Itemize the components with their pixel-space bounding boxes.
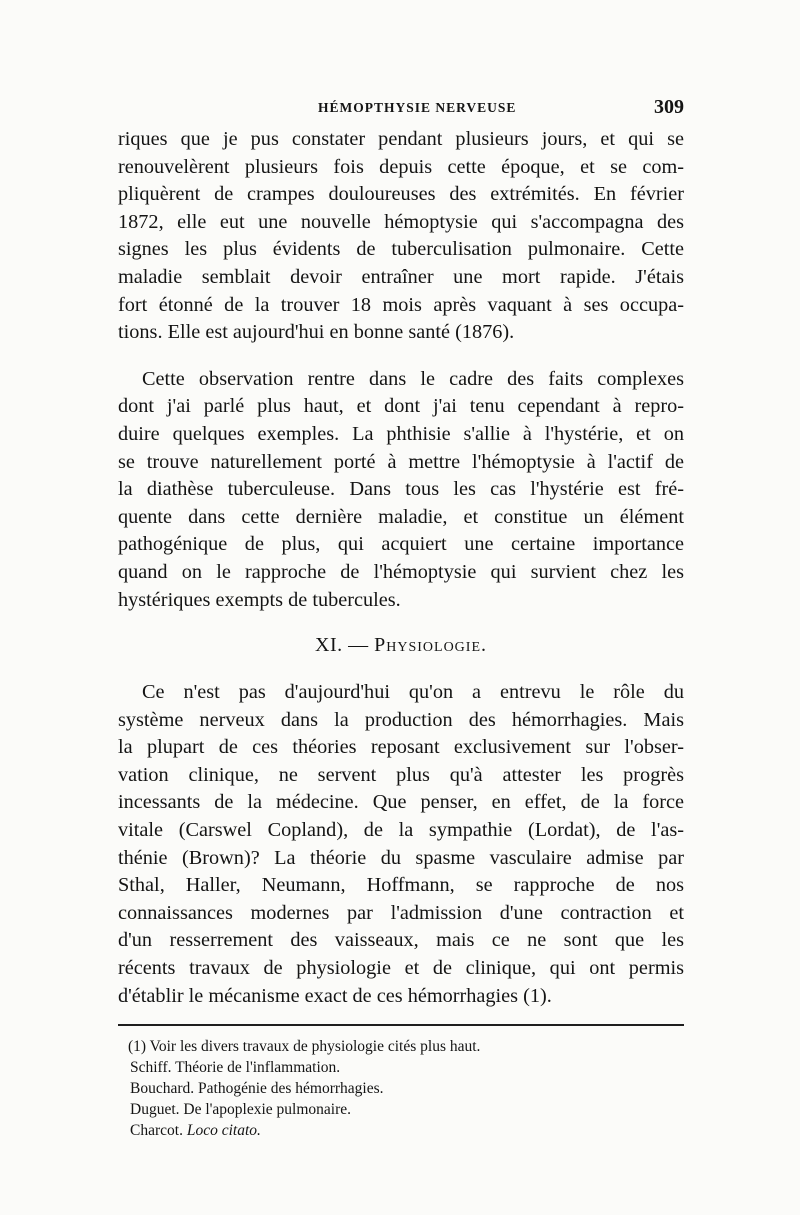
text-line: quente dans cette dernière maladie, et constitue un élément — [118, 505, 684, 528]
paragraph-physiology — [118, 679, 684, 1010]
text-line: vitale (Carswel Copland), de la sympathie (Lordat), de l'as- — [118, 819, 684, 842]
page-number: 309 — [654, 96, 684, 118]
running-title: HÉMOPTHYSIE NERVEUSE — [318, 100, 517, 115]
text-line: d'établir le mécanisme exact de ces hémorrhagies (1). — [118, 984, 552, 1007]
text-line: Sthal, Haller, Neumann, Hoffmann, se rapproche de nos — [118, 874, 684, 897]
text-line: vation clinique, ne servent plus qu'à attester les progrès — [118, 763, 684, 786]
footnote-line: (1) Voir les divers travaux de physiologie cités plus haut. — [128, 1038, 481, 1056]
text-line: duire quelques exemples. La phthisie s'allie à l'hystérie, et on — [118, 422, 684, 445]
text-line: fort étonné de la trouver 18 mois après vaquant à ses occupa- — [118, 293, 684, 316]
text-line: riques que je pus constater pendant plusieurs jours, et qui se — [118, 128, 684, 150]
footnote-divider — [118, 1024, 684, 1026]
section-title: Physiologie. — [374, 634, 487, 657]
text-line: récents travaux de physiologie et de clinique, qui ont permis — [118, 957, 684, 980]
footnote-line: Schiff. Théorie de l'inflammation. — [130, 1059, 341, 1077]
footnote-citation: Loco citato. — [186, 1122, 261, 1140]
section-heading — [118, 634, 684, 657]
text-line: Ce n'est pas d'aujourd'hui qu'on a entrevu le rôle du — [142, 681, 684, 704]
text-line: quand on le rapproche de l'hémoptysie qui survient chez les — [118, 560, 684, 583]
section-number: XI. — — [315, 634, 369, 657]
text-line: Cette observation rentre dans le cadre des faits complexes — [142, 367, 684, 390]
footnote-author: Charcot. — [130, 1122, 183, 1140]
text-line: hystériques exempts de tubercules. — [118, 588, 401, 611]
text-line: d'un resserrement des vaisseaux, mais ce ne sont que les — [118, 929, 684, 952]
text-line: 1872, elle eut une nouvelle hémoptysie qui s'accompagna des — [118, 210, 684, 233]
text-line: tions. Elle est aujourd'hui en bonne santé (1876). — [118, 321, 515, 344]
text-line: pliquèrent de crampes douloureuses des extrémités. En février — [118, 183, 684, 206]
text-line: thénie (Brown)? La théorie du spasme vasculaire admise par — [118, 846, 684, 869]
footnote-line: Bouchard. Pathogénie des hémorrhagies. — [130, 1080, 384, 1098]
text-line: connaissances modernes par l'admission d'une contraction et — [118, 901, 684, 924]
text-line: dont j'ai parlé plus haut, et dont j'ai tenu cependant à repro- — [118, 395, 684, 418]
paragraph-observation — [118, 366, 684, 614]
footnotes — [118, 1036, 684, 1141]
text-line: la diathèse tuberculeuse. Dans tous les cas l'hystérie est fré- — [118, 478, 684, 501]
text-line: système nerveux dans la production des hémorrhagies. Mais — [118, 708, 684, 731]
text-line: maladie semblait devoir entraîner une mort rapide. J'étais — [118, 265, 684, 288]
text-line: renouvelèrent plusieurs fois depuis cette époque, et se com- — [118, 155, 684, 178]
text-line: signes les plus évidents de tuberculisation pulmonaire. Cette — [118, 238, 684, 261]
text-line: pathogénique de plus, qui acquiert une certaine importance — [118, 533, 684, 556]
footnote-line — [118, 1120, 684, 1141]
paragraph-continuation — [118, 126, 684, 347]
text-line: la plupart de ces théories reposant exclusivement sur l'obser- — [118, 736, 684, 759]
book-page — [118, 96, 684, 1141]
text-line: incessants de la médecine. Que penser, en effet, de la force — [118, 791, 684, 814]
text-line: se trouve naturellement porté à mettre l'hémoptysie à l'actif de — [118, 450, 684, 473]
footnote-line: Duguet. De l'apoplexie pulmonaire. — [130, 1101, 352, 1119]
running-head — [118, 96, 684, 126]
